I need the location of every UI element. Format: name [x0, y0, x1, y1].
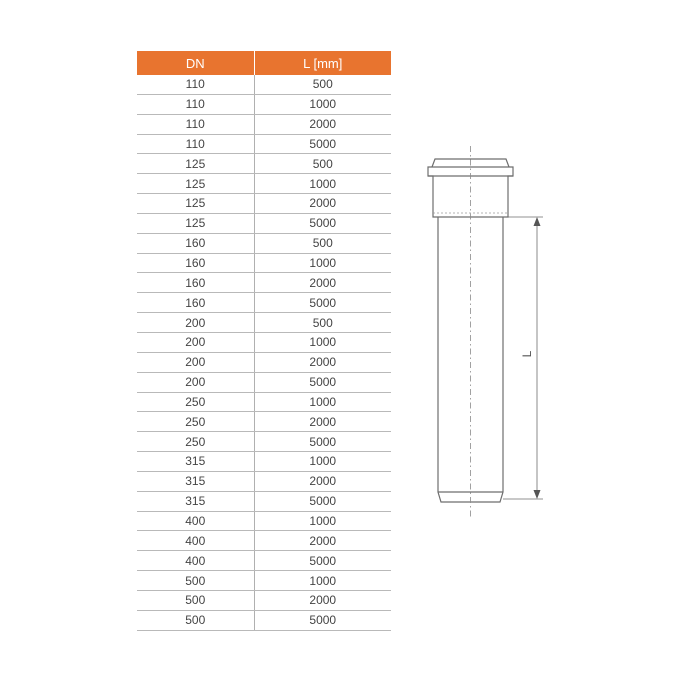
length-cell: 5000: [254, 610, 391, 630]
dimension-arrow-bottom: [534, 490, 541, 499]
dn-cell: 200: [137, 332, 254, 352]
length-cell: 500: [254, 233, 391, 253]
table-row: [137, 372, 391, 392]
table-row: [137, 194, 391, 214]
table-row: [137, 213, 391, 233]
length-cell: 2000: [254, 590, 391, 610]
dn-cell: 500: [137, 610, 254, 630]
dn-cell: 315: [137, 471, 254, 491]
table-row: [137, 491, 391, 511]
table-row: [137, 392, 391, 412]
table-row: [137, 94, 391, 114]
table-row: [137, 571, 391, 591]
dn-cell: 125: [137, 194, 254, 214]
dn-cell: 400: [137, 551, 254, 571]
dn-cell: 110: [137, 75, 254, 94]
length-cell: 1000: [254, 392, 391, 412]
table-row: [137, 412, 391, 432]
dn-cell: 110: [137, 134, 254, 154]
length-cell: 500: [254, 154, 391, 174]
table-row: [137, 174, 391, 194]
table-row: [137, 75, 391, 94]
table-row: [137, 114, 391, 134]
length-cell: 1000: [254, 94, 391, 114]
table-row: [137, 511, 391, 531]
header-length: L [mm]: [254, 51, 391, 75]
dn-cell: 250: [137, 392, 254, 412]
dn-cell: 250: [137, 412, 254, 432]
dn-cell: 200: [137, 372, 254, 392]
length-cell: 5000: [254, 134, 391, 154]
dn-cell: 160: [137, 293, 254, 313]
dn-cell: 500: [137, 590, 254, 610]
table-row: [137, 332, 391, 352]
dn-cell: 400: [137, 531, 254, 551]
dn-cell: 315: [137, 491, 254, 511]
length-cell: 2000: [254, 273, 391, 293]
dn-cell: 500: [137, 571, 254, 591]
length-cell: 5000: [254, 213, 391, 233]
dn-cell: 200: [137, 313, 254, 333]
table-body: [137, 75, 391, 630]
pipe-dimensions-table: [137, 51, 391, 631]
length-cell: 2000: [254, 194, 391, 214]
dn-cell: 125: [137, 174, 254, 194]
dn-cell: 110: [137, 114, 254, 134]
length-cell: 1000: [254, 571, 391, 591]
length-cell: 5000: [254, 551, 391, 571]
length-cell: 2000: [254, 412, 391, 432]
header-row: [137, 51, 391, 75]
table-row: [137, 253, 391, 273]
length-cell: 2000: [254, 114, 391, 134]
table-row: [137, 610, 391, 630]
dimension-label: L: [520, 350, 534, 358]
length-cell: 1000: [254, 253, 391, 273]
table-row: [137, 233, 391, 253]
length-cell: 2000: [254, 352, 391, 372]
dn-cell: 110: [137, 94, 254, 114]
table-row: [137, 352, 391, 372]
table-row: [137, 432, 391, 452]
dn-cell: 250: [137, 432, 254, 452]
header-dn: DN: [137, 51, 254, 75]
length-cell: 1000: [254, 452, 391, 472]
table-row: [137, 471, 391, 491]
table-row: [137, 531, 391, 551]
length-cell: 1000: [254, 332, 391, 352]
dn-cell: 125: [137, 154, 254, 174]
dn-cell: 160: [137, 273, 254, 293]
dn-cell: 125: [137, 213, 254, 233]
length-cell: 5000: [254, 491, 391, 511]
dn-cell: 400: [137, 511, 254, 531]
length-cell: 5000: [254, 432, 391, 452]
length-cell: 1000: [254, 511, 391, 531]
table-header: [137, 51, 391, 75]
dn-cell: 315: [137, 452, 254, 472]
length-cell: 5000: [254, 372, 391, 392]
table-row: [137, 590, 391, 610]
length-cell: 500: [254, 313, 391, 333]
dn-cell: 160: [137, 253, 254, 273]
dn-cell: 160: [137, 233, 254, 253]
length-cell: 5000: [254, 293, 391, 313]
table-row: [137, 293, 391, 313]
table-row: [137, 452, 391, 472]
length-cell: 2000: [254, 471, 391, 491]
length-cell: 1000: [254, 174, 391, 194]
table-row: [137, 273, 391, 293]
table-row: [137, 551, 391, 571]
table-row: [137, 154, 391, 174]
table-row: [137, 134, 391, 154]
dn-cell: 200: [137, 352, 254, 372]
length-cell: 500: [254, 75, 391, 94]
table-row: [137, 313, 391, 333]
dimension-arrow-top: [534, 217, 541, 226]
pipe-drawing: [415, 140, 555, 530]
length-cell: 2000: [254, 531, 391, 551]
